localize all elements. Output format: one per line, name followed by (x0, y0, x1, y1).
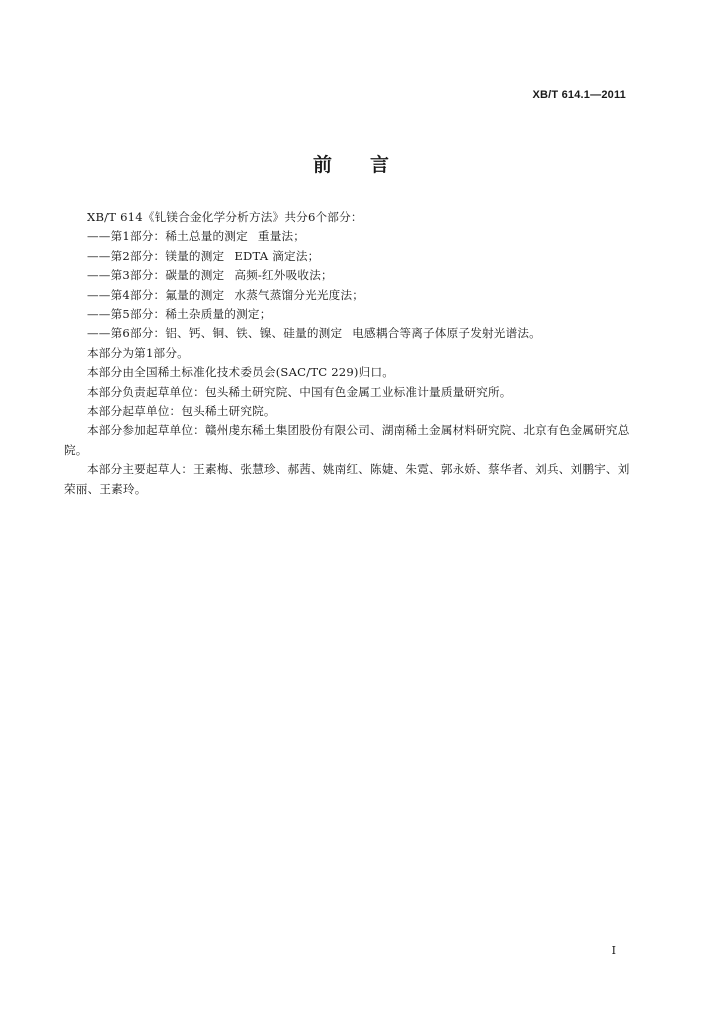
part-line-1 (64, 227, 636, 246)
part-line-6 (64, 324, 636, 343)
part-title: ——第2部分：镁量的测定 (87, 248, 225, 263)
part-title: ——第1部分：稀土总量的测定 (87, 229, 248, 244)
page-title: 前言 (312, 154, 427, 176)
part-line-2 (64, 247, 636, 266)
part-line-5 (64, 305, 636, 324)
part-title: ——第4部分：氟量的测定 (87, 287, 225, 302)
part-method: 水蒸气蒸馏分光光度法； (234, 287, 365, 302)
part-title: ——第6部分：铝、钙、铜、铁、镍、硅量的测定 (87, 326, 343, 341)
paragraph-committee: 本部分由全国稀土标准化技术委员会(SAC/TC 229)归口。 (87, 365, 395, 380)
paragraph-responsible-drafter: 本部分负责起草单位：包头稀土研究院、中国有色金属工业标准计量质量研究所。 (87, 384, 512, 399)
part-method: 高频-红外吸收法； (234, 268, 333, 283)
part-line-4 (64, 286, 636, 305)
standard-code: XB/T 614.1—2011 (532, 89, 626, 101)
paragraph-participating-drafters: 本部分参加起草单位：赣州虔东稀土集团股份有限公司、湖南稀土金属材料研究院、北京有色金属研究总院。 (64, 423, 630, 457)
paragraph-drafter: 本部分起草单位：包头稀土研究院。 (87, 404, 276, 419)
intro-line: XB/T 614《钆镁合金化学分析方法》共分6个部分： (87, 210, 363, 224)
paragraph-part-number: 本部分为第1部分。 (87, 345, 189, 360)
document-body (64, 208, 636, 499)
part-method: 重量法； (257, 229, 306, 244)
part-title: ——第3部分：碳量的测定 (87, 268, 225, 283)
part-method: EDTA 滴定法； (234, 248, 320, 263)
part-method: 电感耦合等离子体原子发射光谱法。 (352, 326, 541, 341)
paragraph-main-authors: 本部分主要起草人：王素梅、张慧珍、郝茜、姚南红、陈婕、朱霓、郭永娇、蔡华者、刘兵、刘鹏宇、刘荣丽、王素玲。 (64, 462, 630, 496)
part-line-3 (64, 266, 636, 285)
page-number: I (611, 944, 616, 957)
part-title: ——第5部分：稀土杂质量的测定； (87, 307, 272, 322)
